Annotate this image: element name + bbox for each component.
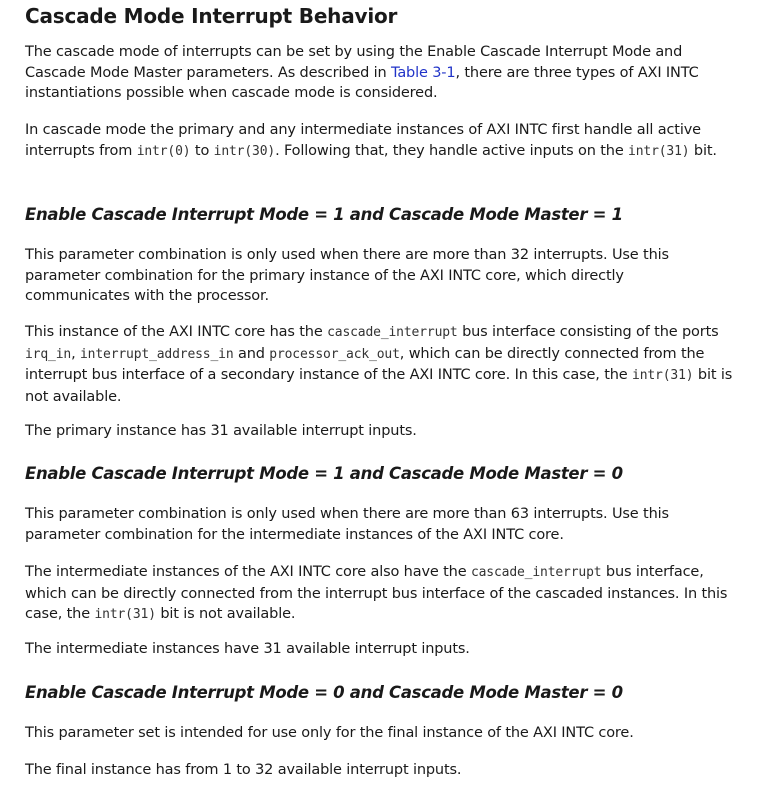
- code-cascade-interrupt: cascade_interrupt: [327, 325, 458, 340]
- s1-p2-text4: and: [233, 345, 270, 362]
- code-interrupt-address-in: interrupt_address_in: [79, 346, 234, 362]
- code-irq-in: irq_in: [25, 346, 72, 362]
- section-1-paragraph-1: This parameter combination is only used when there are more than 32 interrupts. Use this parameter combination for the primary instance of the AXI INTC core, which directly communicates with the processor.: [25, 247, 669, 304]
- intro-p2-text3: . Following that, they handle active inputs on the: [275, 142, 629, 159]
- s2-p2-text3: bit is not available.: [155, 606, 296, 622]
- code-intr-31: intr(31): [632, 368, 694, 383]
- table-3-1-link[interactable]: Table 3-1: [391, 64, 456, 81]
- intro-p2-text4: bit.: [689, 142, 717, 159]
- code-processor-ack-out: processor_ack_out: [269, 346, 400, 362]
- s1-p2-text6: bit is not available.: [25, 367, 733, 405]
- section-1-heading: Enable Cascade Interrupt Mode = 1 and Cascade Mode Master = 1: [25, 205, 623, 224]
- section-3-heading: Enable Cascade Interrupt Mode = 0 and Cascade Mode Master = 0: [25, 683, 623, 702]
- section-2-paragraph-3: The intermediate instances have 31 available interrupt inputs.: [25, 641, 470, 657]
- page-title: Cascade Mode Interrupt Behavior: [25, 4, 398, 28]
- code-intr-31: intr(31): [94, 607, 156, 622]
- section-2-paragraph-1: This parameter combination is only used when there are more than 63 interrupts. Use this parameter combination for the intermediate instances of the AXI INTC core.: [25, 506, 669, 543]
- intro-p2-text2: to: [190, 142, 214, 159]
- section-2-paragraph-2: [25, 562, 733, 626]
- s1-p2-text1: This instance of the AXI INTC core has the: [25, 324, 328, 340]
- s2-p2-text1: The intermediate instances of the AXI INTC core also have the: [25, 564, 471, 580]
- intro-p1-text1: The cascade mode of interrupts can be set by using the Enable Cascade Interrupt Mode and Cascade Mode Master parameters. As described in: [25, 44, 683, 81]
- intro-paragraph-2: [25, 120, 733, 162]
- s1-p2-text2: bus interface consisting of the ports: [457, 324, 719, 340]
- section-1-paragraph-2: [25, 322, 733, 407]
- section-2-heading: Enable Cascade Interrupt Mode = 1 and Cascade Mode Master = 0: [25, 464, 623, 483]
- section-3-paragraph-2: The final instance has from 1 to 32 available interrupt inputs.: [25, 762, 462, 778]
- section-3-paragraph-1: This parameter set is intended for use only for the final instance of the AXI INTC core.: [25, 725, 634, 741]
- intro-paragraph-1: [25, 42, 733, 104]
- code-intr-30: intr(30): [213, 143, 276, 159]
- intro-p2-text1: In cascade mode the primary and any intermediate instances of AXI INTC first handle all active interrupts from: [25, 122, 701, 159]
- code-intr-0: intr(0): [136, 143, 191, 159]
- code-intr-31: intr(31): [628, 143, 690, 159]
- s2-p2-text2: bus interface, which can be directly connected from the interrupt bus interface of the cascaded instances. In this case, the: [25, 564, 728, 622]
- code-cascade-interrupt: cascade_interrupt: [470, 565, 602, 580]
- s1-p2-text3: ,: [71, 345, 80, 362]
- intro-p1-text2: , there are three types of AXI INTC instantiations possible when cascade mode is considered.: [25, 64, 699, 101]
- s1-p2-text5: , which can be directly connected from the interrupt bus interface of a secondary instance of the AXI INTC core. In this case, the: [25, 345, 705, 383]
- section-1-paragraph-3: The primary instance has 31 available interrupt inputs.: [25, 423, 417, 439]
